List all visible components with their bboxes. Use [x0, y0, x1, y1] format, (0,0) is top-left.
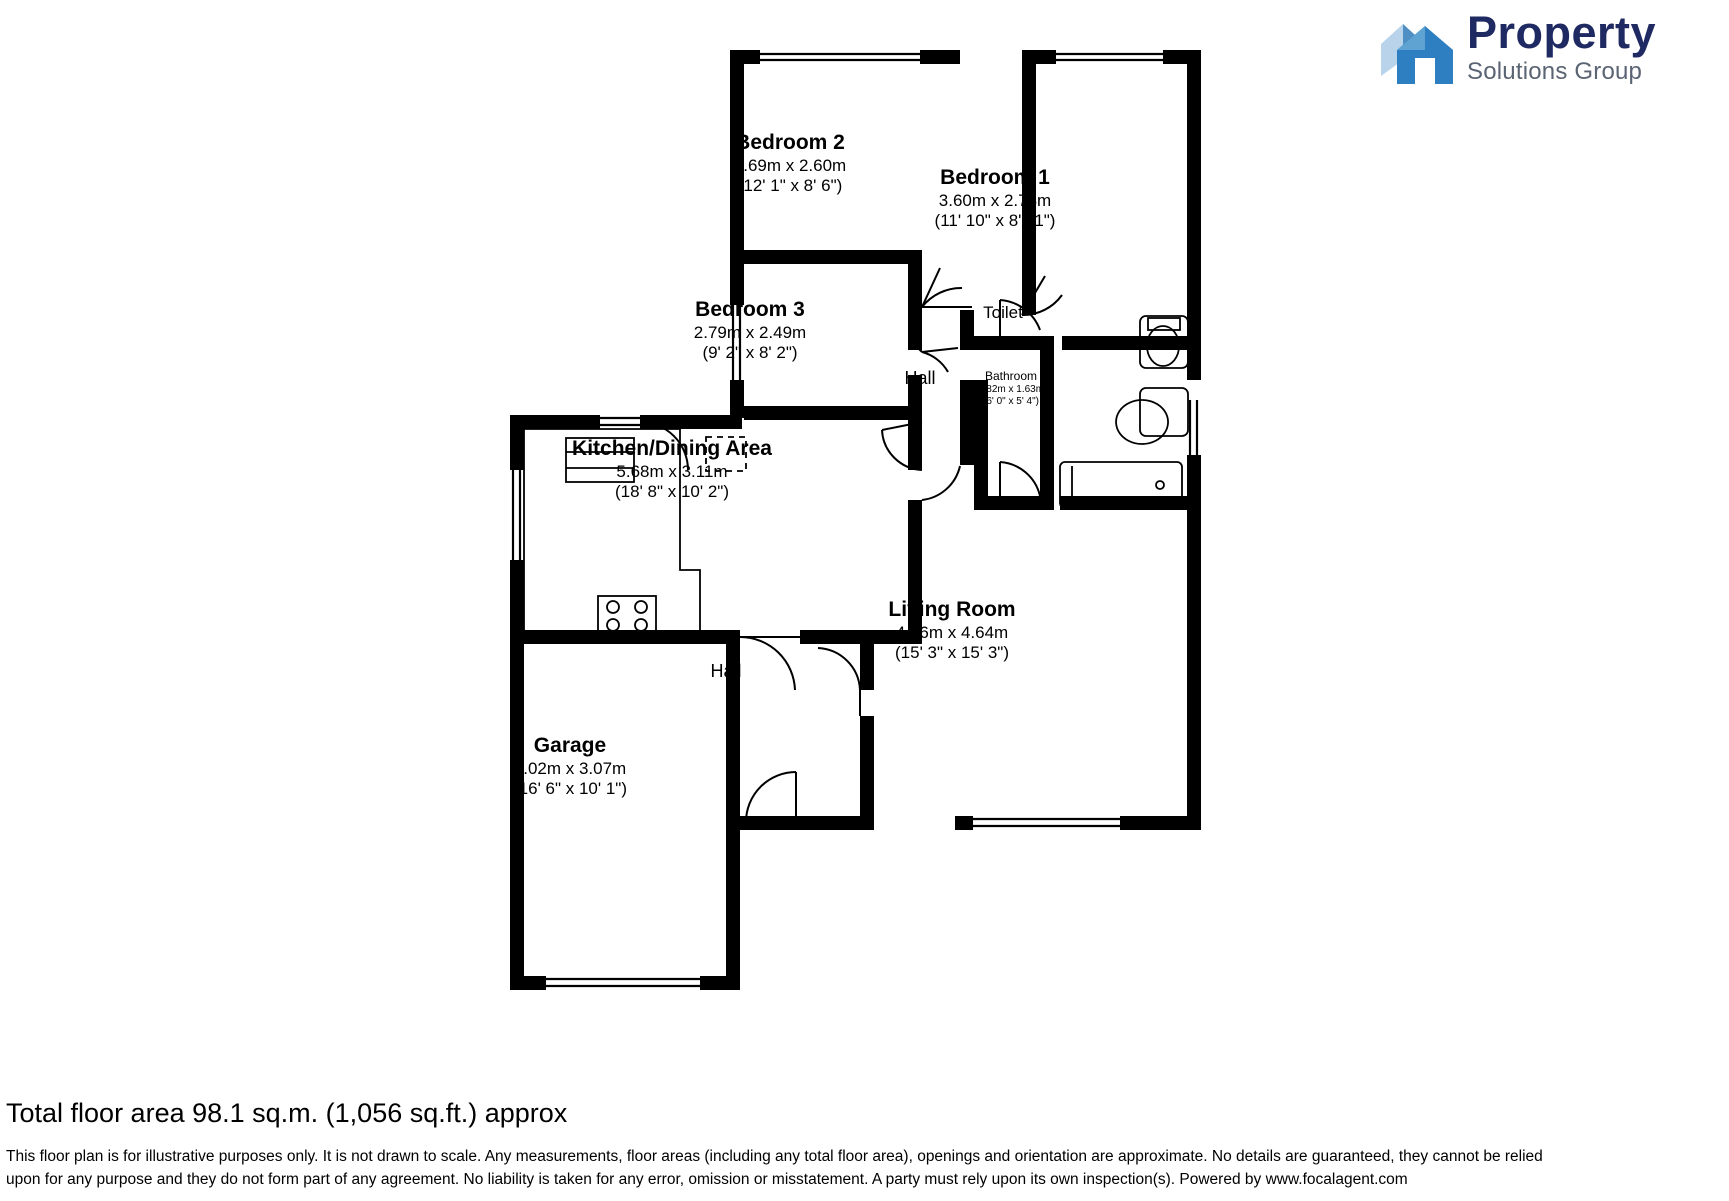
- walls: [510, 50, 1201, 990]
- windows: [513, 54, 1197, 986]
- room-dim-imperial: (16' 6" x 10' 1"): [512, 779, 628, 799]
- room-dim-imperial: (15' 3" x 15' 3"): [894, 643, 1010, 663]
- room-label-living-room: [888, 597, 1015, 664]
- room-label-bathroom: [978, 369, 1044, 408]
- room-name: Hall: [710, 661, 742, 681]
- room-name: Toilet: [983, 303, 1023, 322]
- room-label-bedroom3: [694, 297, 806, 364]
- room-label-bedroom1: [935, 165, 1056, 232]
- room-dim-metric: 5.68m x 3.11m: [616, 461, 728, 481]
- room-name: Bedroom 1: [940, 166, 1050, 189]
- room-name: Kitchen/Dining Area: [572, 437, 772, 460]
- disclaimer-text: This floor plan is for illustrative purposes only. It is not drawn to scale. Any measurements, floor areas (including any total floor area), openings and orientation are approximate. No details are guaranteed, they cannot be relied upon for any purpose and they do not form part of any agreement. No liability is taken for any error, omission or misstatement. A party must rely upon its own inspection(s). Powered by www.focalagent.com: [6, 1148, 1543, 1188]
- room-label-garage: [513, 733, 627, 800]
- room-name: Living Room: [888, 598, 1016, 621]
- room-dim-imperial: (18' 8" x 10' 2"): [614, 482, 730, 502]
- room-dim-metric: 2.79m x 2.49m: [693, 322, 807, 342]
- room-label-bedroom2: [734, 130, 846, 197]
- total-floor-area: Total floor area 98.1 sq.m. (1,056 sq.ft.) approx: [6, 1098, 568, 1129]
- room-dim-metric: 4.66m x 4.64m: [895, 622, 1009, 642]
- room-name: Bathroom: [984, 369, 1038, 383]
- room-dim-imperial: (6' 0" x 5' 4"): [983, 395, 1039, 407]
- room-name: Garage: [533, 734, 607, 757]
- room-name: Bedroom 3: [695, 298, 805, 321]
- room-label-hall-lower: [710, 661, 741, 683]
- room-dim-metric: 3.69m x 2.60m: [733, 155, 847, 175]
- room-name: Bedroom 2: [735, 131, 845, 154]
- room-dim-metric: 5.02m x 3.07m: [513, 758, 627, 778]
- brand-title: Property: [1467, 7, 1657, 58]
- room-dim-metric: 3.60m x 2.73m: [938, 190, 1052, 210]
- room-label-kitchen-dining: [572, 436, 772, 503]
- room-dim-imperial: (12' 1" x 8' 6"): [737, 176, 843, 196]
- room-label-hall-upper: [904, 368, 935, 390]
- room-dim-metric: 1.82m x 1.63m: [977, 383, 1045, 395]
- brand-subtitle: Solutions Group: [1467, 58, 1643, 85]
- footer: [6, 1098, 1706, 1191]
- room-dim-imperial: (9' 2" x 8' 2"): [702, 343, 798, 363]
- room-dim-imperial: (11' 10" x 8' 11"): [934, 211, 1056, 231]
- room-name: Hall: [904, 368, 936, 388]
- room-label-toilet: [983, 303, 1023, 324]
